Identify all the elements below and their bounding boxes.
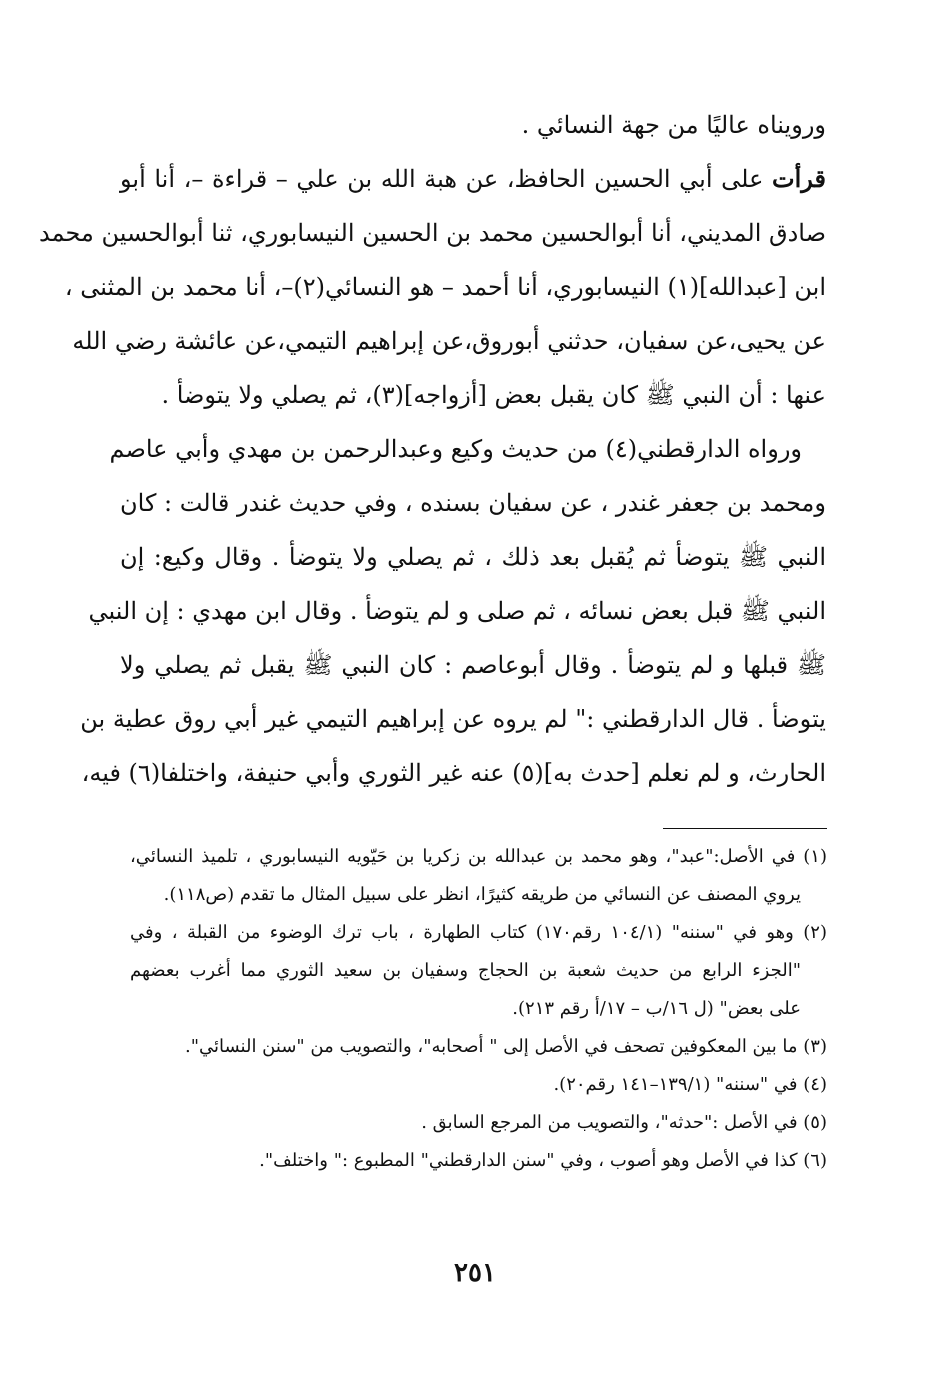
footnote-divider <box>663 828 827 829</box>
footnotes <box>130 838 827 1180</box>
text-line: ابن [عبدالله](١) النيسابوري، أنا أحمد – هو النسائي(٢)–، أنا محمد بن المثنى ، <box>64 273 826 301</box>
footnote-line: (٦) كذا في الأصل وهو أصوب ، وفي "سنن الدارقطني" المطبوع :" واختلف". <box>259 1150 827 1171</box>
footnote-line: (٢) وهو في "سننه" (١٠٤/١ رقم١٧٠) كتاب الطهارة ، باب ترك الوضوء من القبلة ، وفي <box>130 922 827 943</box>
text-line: ورويناه عاليًا من جهة النسائي . <box>521 111 826 139</box>
footnote-line: يروي المصنف عن النسائي من طريقه كثيرًا، انظر على سبيل المثال ما تقدم (ص١١٨). <box>163 884 801 905</box>
text-line: عن يحيى،عن سفيان، حدثني أبوروق،عن إبراهيم التيمي،عن عائشة رضي الله <box>72 327 826 355</box>
page-number: ٢٥١ <box>454 1258 496 1288</box>
main-text-body <box>39 98 826 800</box>
text-line: ورواه الدارقطني(٤) من حديث وكيع وعبدالرحمن بن مهدي وأبي عاصم <box>109 435 802 463</box>
lead-word: قرأت <box>772 164 826 193</box>
footnote-line: (١) في الأصل:"عبد"، وهو محمد بن عبدالله بن زكريا بن حَيّويه النيسابوري ، تلميذ النسائي، <box>130 846 827 867</box>
footnote-line: (٣) ما بين المعكوفين تصحف في الأصل إلى " أصحابه"، والتصويب من "سنن النسائي". <box>184 1036 827 1057</box>
text-line: صادق المديني، أنا أبوالحسين محمد بن الحسين النيسابوري، ثنا أبوالحسين محمد <box>39 219 826 247</box>
text-line: ومحمد بن جعفر غندر ، عن سفيان بسنده ، وفي حديث غندر قالت : كان <box>120 489 826 517</box>
footnote-line: (٥) في الأصل :"حدثه"، والتصويب من المرجع السابق . <box>421 1112 827 1133</box>
text-line: عنها : أن النبي ﷺ كان يقبل بعض [أزواجه](٣)، ثم يصلي ولا يتوضأ . <box>161 381 826 409</box>
text-line <box>120 152 826 206</box>
text-line: النبي ﷺ قبل بعض نسائه ، ثم صلى و لم يتوضأ . وقال ابن مهدي : إن النبي <box>88 597 826 625</box>
footnote-line: "الجزء الرابع من حديث شعبة بن الحجاج وسفيان بن سعيد الثوري مما أغرب بعضهم <box>130 960 801 981</box>
text-line: ﷺ قبلها و لم يتوضأ . وقال أبوعاصم : كان النبي ﷺ يقبل ثم يصلي ولا <box>120 651 826 679</box>
text-line: يتوضأ . قال الدارقطني :" لم يروه عن إبراهيم التيمي غير أبي روق عطية بن <box>80 705 826 733</box>
footnote-line: على بعض" (ل ١٦/ب – ١٧/أ رقم ٢١٣). <box>512 998 801 1019</box>
text-line-content: على أبي الحسين الحافظ، عن هبة الله بن علي – قراءة –، أنا أبو <box>120 165 773 193</box>
text-line: النبي ﷺ يتوضأ ثم يُقبل بعد ذلك ، ثم يصلي ولا يتوضأ . وقال وكيع: إن <box>120 543 826 571</box>
footnote-line: (٤) في "سننه" (١٣٩/١–١٤١ رقم٢٠). <box>553 1074 827 1095</box>
text-line: الحارث، و لم نعلم [حدث به](٥) عنه غير الثوري وأبي حنيفة، واختلفا(٦) فيه، <box>81 759 826 787</box>
